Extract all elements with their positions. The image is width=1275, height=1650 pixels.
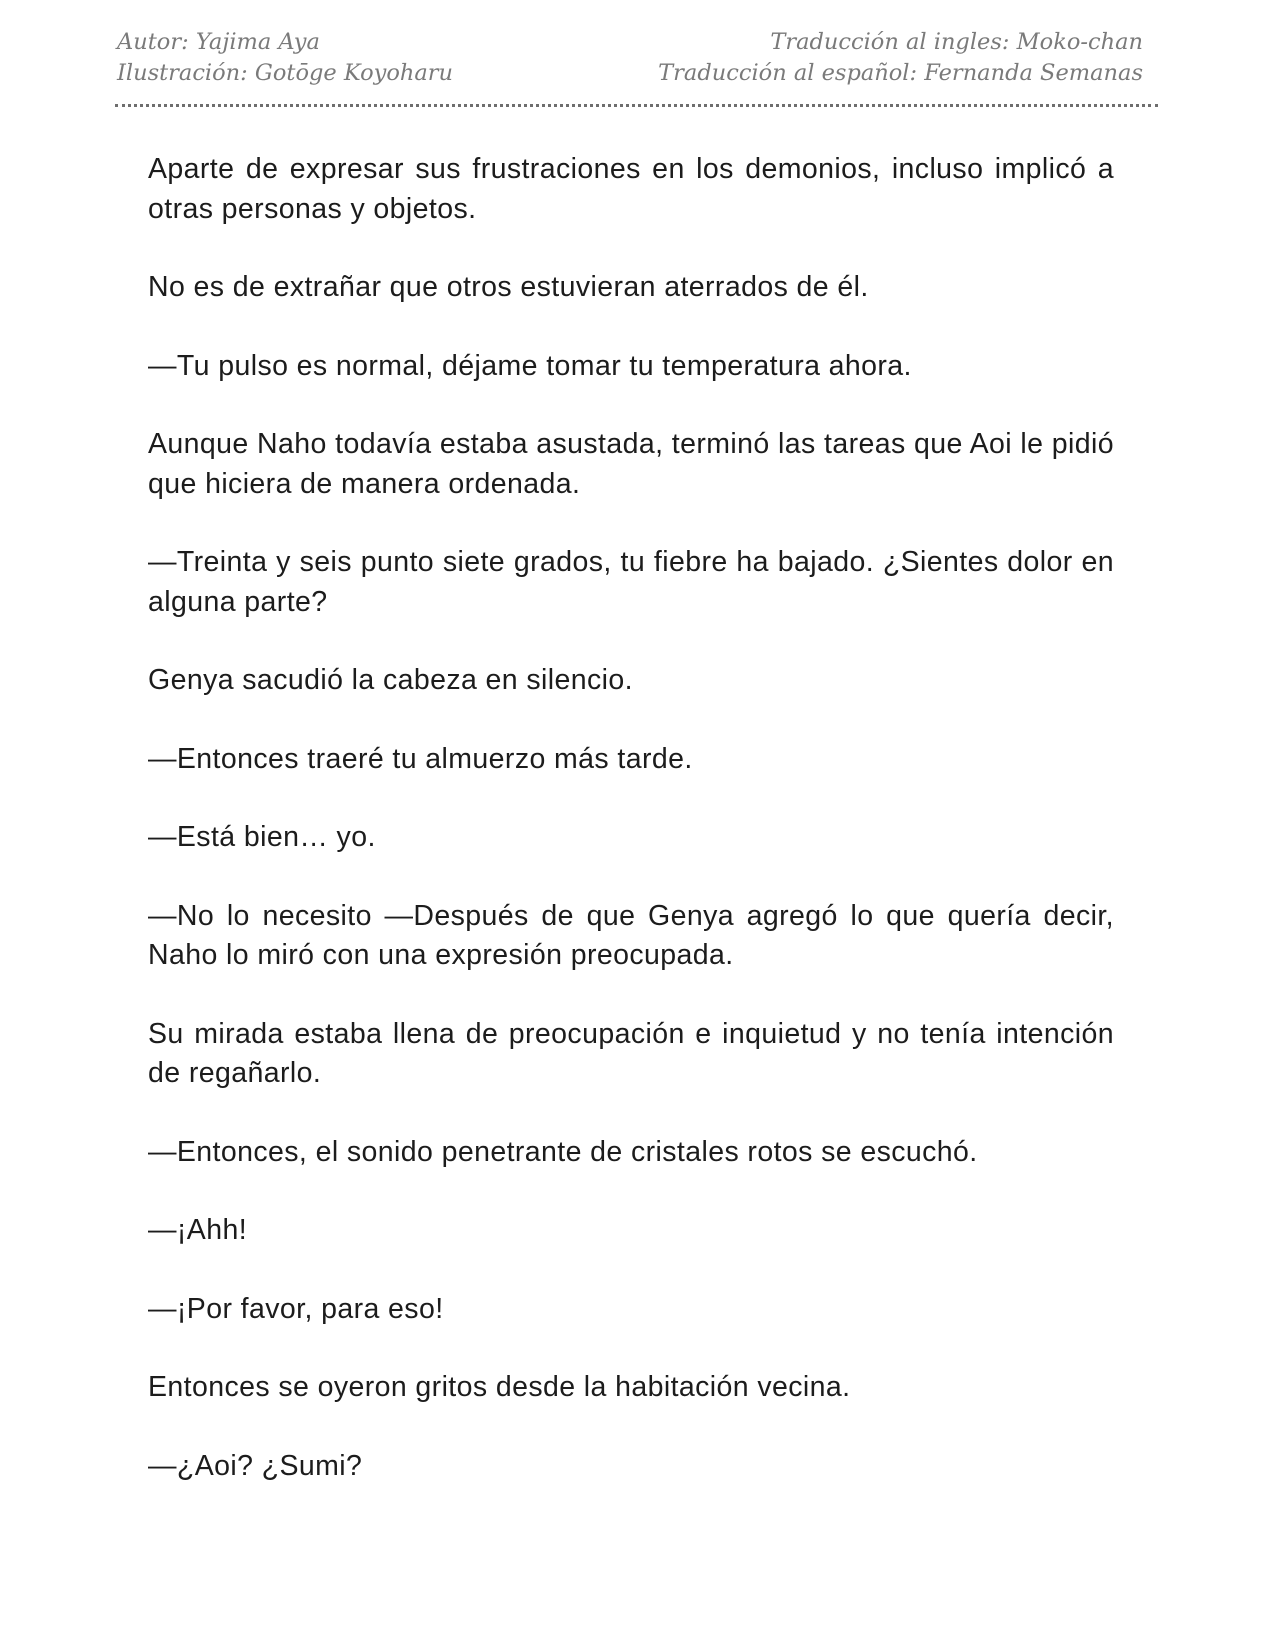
- paragraph: Entonces se oyeron gritos desde la habitación vecina.: [148, 1371, 851, 1403]
- paragraph: Aparte de expresar sus frustraciones en los demonios, incluso implicó a otras personas y objetos.: [148, 153, 1114, 225]
- paragraph: Aunque Naho todavía estaba asustada, terminó las tareas que Aoi le pidió que hiciera de manera ordenada.: [148, 428, 1114, 500]
- body-text: [148, 150, 1114, 1525]
- paragraph: Genya sacudió la cabeza en silencio.: [148, 664, 633, 696]
- paragraph: —¡Ahh!: [148, 1214, 248, 1246]
- english-translation-credit: Traducción al ingles: Moko-chan: [770, 29, 1143, 55]
- paragraph: —Treinta y seis punto siete grados, tu fiebre ha bajado. ¿Sientes dolor en alguna parte?: [148, 546, 1114, 618]
- paragraph: Su mirada estaba llena de preocupación e inquietud y no tenía intención de regañarlo.: [148, 1017, 1114, 1089]
- paragraph: —Entonces, el sonido penetrante de cristales rotos se escuchó.: [148, 1135, 978, 1168]
- paragraph: —Entonces traeré tu almuerzo más tarde.: [148, 742, 693, 775]
- paragraph: —Tu pulso es normal, déjame tomar tu temperatura ahora.: [148, 349, 912, 382]
- header-credits-right: [658, 27, 1143, 89]
- paragraph: —Está bien… yo.: [148, 821, 376, 853]
- spanish-translation-credit: Traducción al español: Fernanda Semanas: [658, 60, 1143, 86]
- header-credits-left: [117, 27, 453, 89]
- page-header: [117, 27, 1143, 93]
- paragraph: —¿Aoi? ¿Sumi?: [148, 1449, 363, 1482]
- paragraph: No es de extrañar que otros estuvieran aterrados de él.: [148, 271, 869, 303]
- paragraph: —No lo necesito —Después de que Genya agregó lo que quería decir, Naho lo miró con una expresión preocupada.: [148, 899, 1114, 971]
- author-credit: Autor: Yajima Aya: [117, 29, 320, 55]
- dotted-divider: [115, 104, 1158, 107]
- paragraph: —¡Por favor, para eso!: [148, 1292, 444, 1325]
- illustration-credit: Ilustración: Gotōge Koyoharu: [117, 60, 454, 86]
